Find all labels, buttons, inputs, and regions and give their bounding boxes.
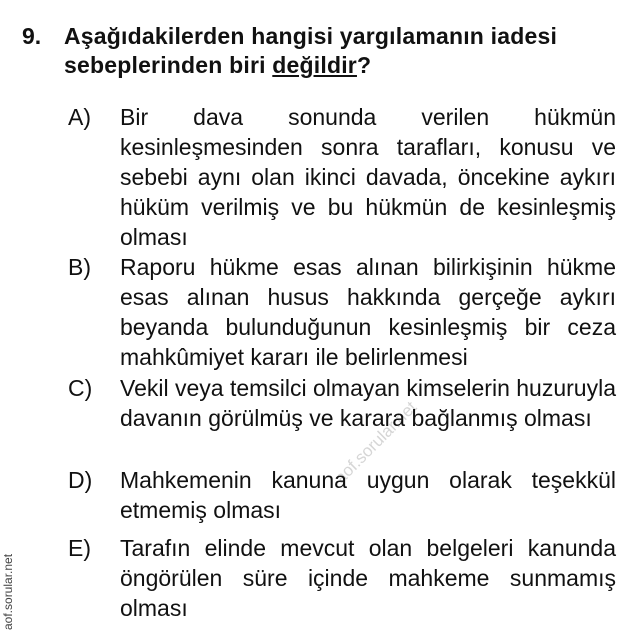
option-b[interactable] [68, 252, 616, 372]
question-mark: ? [356, 52, 372, 78]
question-text-main: Aşağıdakilerden hangisi yargılamanın iadesi sebeplerinden biri [64, 23, 558, 78]
question-underlined-word: değildir [272, 52, 357, 78]
option-text: Vekil veya temsilci olmayan kimselerin huzuruyla davanın görülmüş ve karara bağlanmış olması [120, 375, 616, 431]
watermark: aof.sorular.net [330, 397, 421, 488]
option-a[interactable] [68, 102, 616, 252]
option-text: Tarafın elinde mevcut olan belgeleri kanunda öngörülen süre içinde mahkeme sunmamış olması [120, 535, 616, 621]
side-watermark: aof.sorular.net [1, 553, 15, 630]
option-e[interactable] [68, 533, 616, 623]
option-letter: D) [68, 467, 93, 493]
question-text [64, 22, 622, 80]
option-letter: C) [68, 375, 93, 401]
option-c[interactable] [68, 373, 616, 433]
option-letter: E) [68, 535, 91, 561]
option-text: Bir dava sonunda verilen hükmün kesinleşmesinden sonra tarafları, konusu ve sebebi aynı olan ikinci davada, öncekine aykırı hüküm verilmiş ve bu hükmün de kesinleşmiş olması [120, 104, 616, 250]
option-text: Raporu hükme esas alınan bilirkişinin hükme esas alınan husus hakkında gerçeğe aykırı beyanda bulunduğunun kesinleşmiş bir ceza mahkûmiyet kararı ile belirlenmesi [120, 254, 616, 370]
question [22, 22, 622, 80]
option-text: Mahkemenin kanuna uygun olarak teşekkül etmemiş olması [120, 467, 616, 523]
option-letter: A) [68, 104, 91, 130]
question-number: 9. [22, 23, 42, 49]
option-d[interactable] [68, 465, 616, 525]
option-letter: B) [68, 254, 91, 280]
